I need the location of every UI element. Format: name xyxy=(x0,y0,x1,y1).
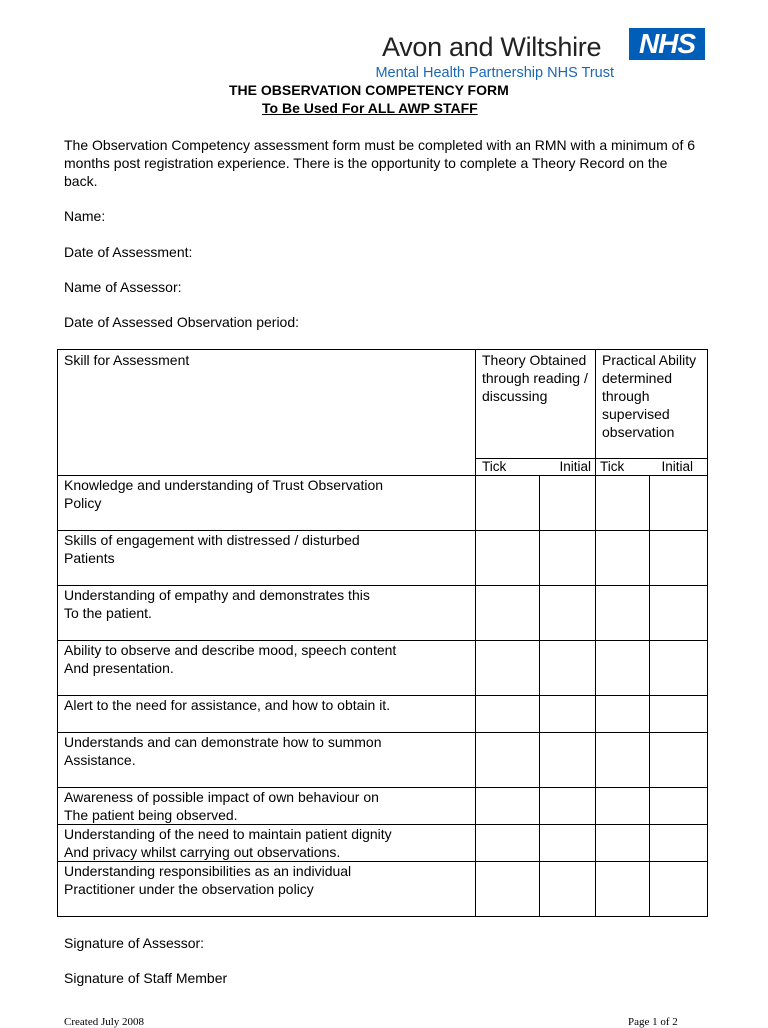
theory-tick-cell[interactable] xyxy=(476,531,540,586)
practical-header-label: Practical Ability determined through supervised observation xyxy=(602,352,697,440)
table-row xyxy=(58,862,708,917)
signature-of-assessor-label: Signature of Assessor: xyxy=(64,935,205,951)
practical-tick-cell[interactable] xyxy=(596,862,650,917)
practical-tick-cell[interactable] xyxy=(596,586,650,641)
footer-created: Created July 2008 xyxy=(64,1016,145,1028)
skill-text: Skills of engagement with distressed / disturbed xyxy=(64,532,360,548)
practical-initial-cell[interactable] xyxy=(650,862,708,917)
practical-header xyxy=(596,350,708,459)
theory-tick-cell[interactable] xyxy=(476,641,540,696)
theory-initial-cell[interactable] xyxy=(540,531,596,586)
skill-text: Awareness of possible impact of own behaviour on xyxy=(64,789,379,805)
intro-paragraph: The Observation Competency assessment form must be completed with an RMN with a minimum of 6 months post registration experience. There is the opportunity to complete a Theory Record on the back. xyxy=(64,137,696,189)
theory-subheader xyxy=(476,458,596,475)
practical-initial-cell[interactable] xyxy=(650,696,708,733)
assessment-table xyxy=(57,349,708,917)
theory-tick-cell[interactable] xyxy=(476,586,540,641)
skill-text: Knowledge and understanding of Trust Observation xyxy=(64,477,384,493)
practical-initial-cell[interactable] xyxy=(650,531,708,586)
skill-text: And privacy whilst carrying out observations. xyxy=(64,844,341,860)
theory-initial-cell[interactable] xyxy=(540,586,596,641)
form-title: THE OBSERVATION COMPETENCY FORM xyxy=(229,82,509,98)
table-row xyxy=(58,476,708,531)
theory-initial-cell[interactable] xyxy=(540,862,596,917)
footer-page-number: Page 1 of 2 xyxy=(628,1016,678,1028)
skill-text: Understanding responsibilities as an individual xyxy=(64,863,352,879)
table-row xyxy=(58,696,708,733)
theory-initial-cell[interactable] xyxy=(540,476,596,531)
date-of-assessment-label: Date of Assessment: xyxy=(64,244,193,260)
skill-text: Ability to observe and describe mood, speech content xyxy=(64,642,397,658)
theory-initial-cell[interactable] xyxy=(540,696,596,733)
theory-initial-cell[interactable] xyxy=(540,788,596,825)
skill-text: Patients xyxy=(64,550,115,566)
practical-initial-cell[interactable] xyxy=(650,586,708,641)
theory-tick-label: Tick xyxy=(482,458,507,474)
practical-subheader xyxy=(596,458,708,475)
skill-text: Assistance. xyxy=(64,752,136,768)
trust-name: Mental Health Partnership NHS Trust xyxy=(375,65,614,81)
trust-logo xyxy=(348,26,708,84)
theory-tick-cell[interactable] xyxy=(476,696,540,733)
theory-tick-cell[interactable] xyxy=(476,476,540,531)
skill-text: Understands and can demonstrate how to summon xyxy=(64,734,382,750)
skill-header xyxy=(58,350,476,476)
theory-tick-cell[interactable] xyxy=(476,862,540,917)
skill-text: And presentation. xyxy=(64,660,174,676)
skill-text: To the patient. xyxy=(64,605,152,621)
practical-tick-cell[interactable] xyxy=(596,733,650,788)
table-row xyxy=(58,586,708,641)
skill-text: Understanding of the need to maintain patient dignity xyxy=(64,826,392,842)
nhs-logo: NHS xyxy=(629,28,705,60)
theory-header-label: Theory Obtained through reading / discussing xyxy=(482,352,588,404)
skill-text: The patient being observed. xyxy=(64,807,238,823)
practical-initial-cell[interactable] xyxy=(650,733,708,788)
table-row xyxy=(58,641,708,696)
theory-tick-cell[interactable] xyxy=(476,825,540,862)
theory-initial-cell[interactable] xyxy=(540,733,596,788)
skill-text: Alert to the need for assistance, and how to obtain it. xyxy=(64,697,391,713)
table-row xyxy=(58,788,708,825)
skill-text: Understanding of empathy and demonstrates this xyxy=(64,587,370,603)
practical-tick-label: Tick xyxy=(600,458,625,474)
date-of-period-label: Date of Assessed Observation period: xyxy=(64,314,300,330)
practical-tick-cell[interactable] xyxy=(596,825,650,862)
practical-tick-cell[interactable] xyxy=(596,476,650,531)
practical-initial-cell[interactable] xyxy=(650,788,708,825)
practical-tick-cell[interactable] xyxy=(596,696,650,733)
org-name: Avon and Wiltshire xyxy=(382,32,602,62)
practical-initial-cell[interactable] xyxy=(650,476,708,531)
table-row xyxy=(58,825,708,862)
practical-tick-cell[interactable] xyxy=(596,531,650,586)
practical-tick-cell[interactable] xyxy=(596,788,650,825)
practical-initial-label: Initial xyxy=(661,458,693,474)
name-field-label: Name: xyxy=(64,208,106,224)
skill-text: Practitioner under the observation policy xyxy=(64,881,314,897)
theory-initial-cell[interactable] xyxy=(540,641,596,696)
theory-header xyxy=(476,350,596,459)
theory-tick-cell[interactable] xyxy=(476,788,540,825)
table-header-row xyxy=(58,350,708,459)
name-of-assessor-label: Name of Assessor: xyxy=(64,279,182,295)
theory-initial-label: Initial xyxy=(559,458,591,474)
practical-initial-cell[interactable] xyxy=(650,641,708,696)
theory-initial-cell[interactable] xyxy=(540,825,596,862)
practical-initial-cell[interactable] xyxy=(650,825,708,862)
signature-of-staff-label: Signature of Staff Member xyxy=(64,970,228,986)
practical-tick-cell[interactable] xyxy=(596,641,650,696)
theory-tick-cell[interactable] xyxy=(476,733,540,788)
table-row xyxy=(58,531,708,586)
skill-header-label: Skill for Assessment xyxy=(64,352,190,368)
form-subtitle: To Be Used For ALL AWP STAFF xyxy=(262,100,478,116)
table-row xyxy=(58,733,708,788)
skill-text: Policy xyxy=(64,495,102,511)
